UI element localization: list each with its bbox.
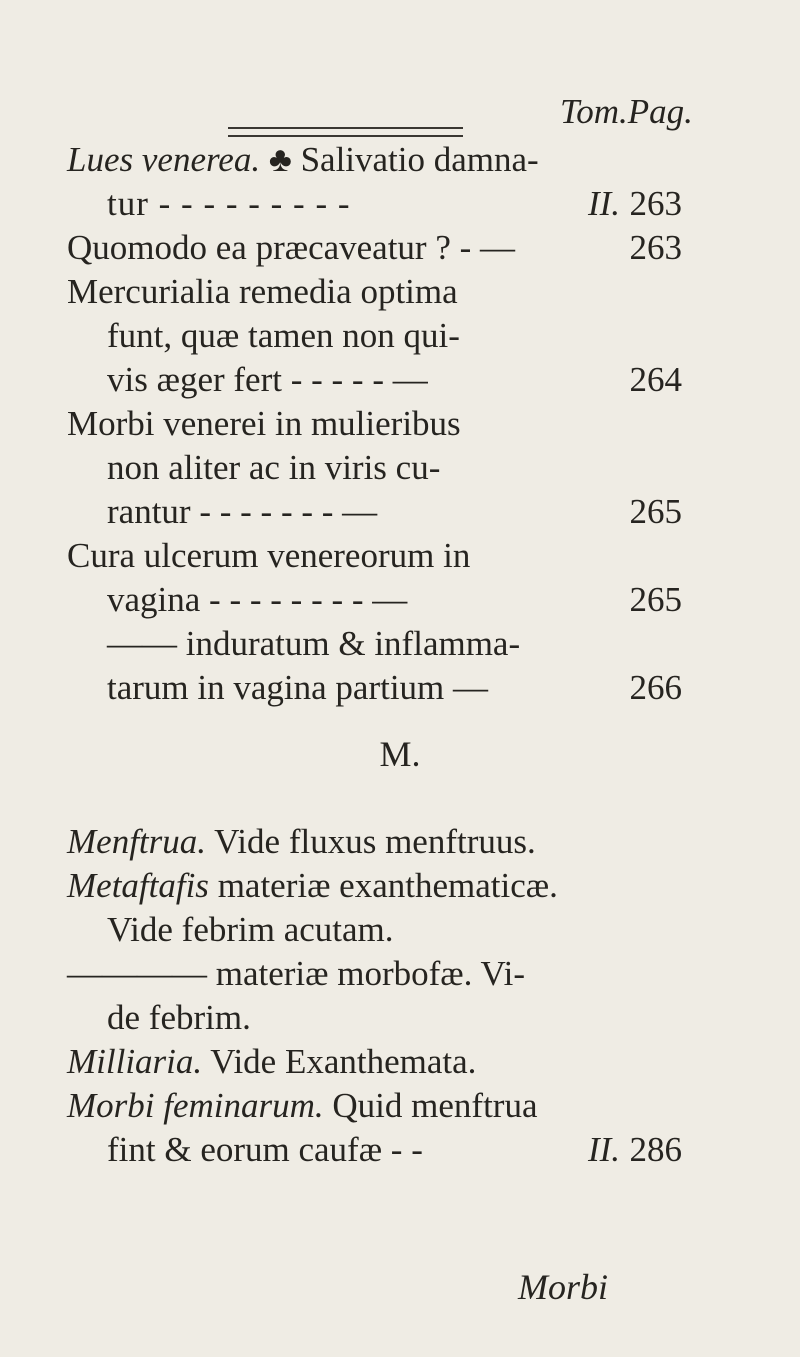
entry-1-vol: II. bbox=[587, 184, 620, 223]
entry-1-page: 263 bbox=[629, 184, 682, 223]
entry-4-page: 265 bbox=[629, 492, 682, 531]
m-line-5 bbox=[107, 998, 251, 1038]
entry-5-line-1: Cura ulcerum venereorum in bbox=[67, 536, 471, 575]
m-line-5-text: de febrim. bbox=[107, 998, 251, 1037]
entry-3-line-1: Mercurialia remedia optima bbox=[67, 272, 458, 311]
entry-4-line-1: Morbi venerei in mulieribus bbox=[67, 404, 461, 443]
entry-2-line-1: Quomodo ea præcaveatur ? - — bbox=[67, 228, 516, 267]
m-line-4-text: ———— materiæ morbofæ. Vi- bbox=[67, 954, 526, 993]
entry-6-page: 266 bbox=[629, 668, 682, 707]
m-line-3-text: Vide febrim acutam. bbox=[107, 910, 394, 949]
entry-5-line-2: vagina - - - - - - - - — bbox=[107, 580, 408, 619]
m-line-6-text: Vide Exanthemata. bbox=[202, 1042, 477, 1081]
entry-6-line-1: —— induratum & inflamma- bbox=[107, 624, 521, 663]
header-rule bbox=[228, 127, 463, 137]
entry-4-line-2: non aliter ac in viris cu- bbox=[107, 448, 441, 487]
m-line-7-keyword: Morbi feminarum. bbox=[67, 1086, 324, 1125]
m-line-6 bbox=[67, 1042, 476, 1082]
section-letter-m: M. bbox=[379, 734, 421, 774]
entry-1-line-2: tur - - - - - - - - - bbox=[107, 184, 351, 223]
entry-4-line-3: rantur - - - - - - - — bbox=[107, 492, 378, 531]
m-line-7 bbox=[67, 1086, 537, 1126]
m-last-vol: II. bbox=[587, 1130, 620, 1169]
m-line-1-text: Vide fluxus menftruus. bbox=[206, 822, 536, 861]
tom-pag-header: Tom.Pag. bbox=[560, 92, 693, 131]
m-line-4 bbox=[67, 954, 525, 994]
m-line-3 bbox=[107, 910, 394, 950]
m-line-2-keyword: Metaftafis bbox=[67, 866, 209, 905]
m-line-1 bbox=[67, 822, 536, 862]
entry-2-page: 263 bbox=[629, 228, 682, 267]
m-line-6-keyword: Milliaria. bbox=[67, 1042, 203, 1081]
catchword: Morbi bbox=[518, 1267, 608, 1307]
m-last-page: 286 bbox=[629, 1130, 682, 1169]
entry-1-line-1 bbox=[67, 140, 539, 180]
m-line-8-text: fint & eorum caufæ - - bbox=[107, 1130, 423, 1169]
entry-3-line-3: vis æger fert - - - - - — bbox=[107, 360, 428, 399]
entry-3-line-2: funt, quæ tamen non qui- bbox=[107, 316, 460, 355]
m-line-1-keyword: Menftrua. bbox=[67, 822, 207, 861]
entry-5-page: 265 bbox=[629, 580, 682, 619]
m-line-7-text: Quid menftrua bbox=[323, 1086, 538, 1125]
m-line-8 bbox=[107, 1130, 423, 1170]
entry-6-line-2: tarum in vagina partium — bbox=[107, 668, 489, 707]
m-line-2-text: materiæ exanthematicæ. bbox=[208, 866, 558, 905]
entry-1-keyword: Lues venerea. bbox=[67, 140, 261, 179]
entry-3-page: 264 bbox=[629, 360, 682, 399]
entry-1-rest: ♣ Salivatio damna- bbox=[268, 140, 539, 179]
m-line-2 bbox=[67, 866, 558, 906]
